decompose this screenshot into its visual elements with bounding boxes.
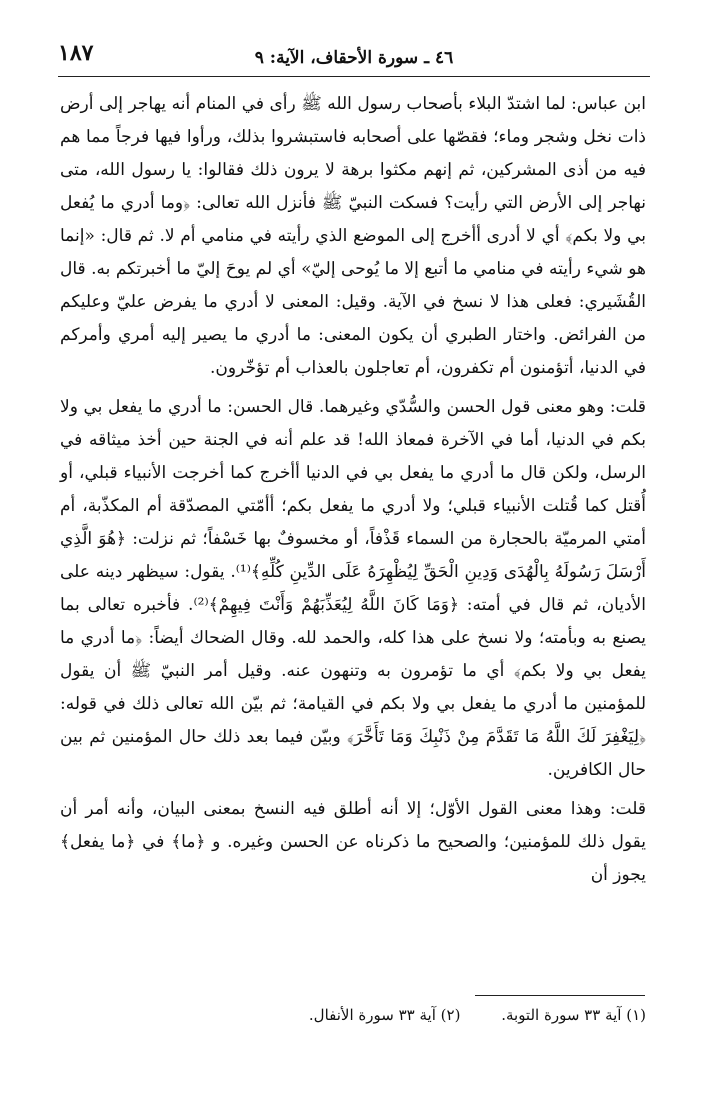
header-rule [58, 76, 650, 77]
footnote-rule [475, 995, 645, 996]
main-text [60, 88, 646, 898]
footnote-1: (١) آية ٣٣ سورة التوبة. [501, 1006, 646, 1024]
paragraph-1: ابن عباس: لما اشتدّ البلاء بأصحاب رسول الله ﷺ رأى في المنام أنه يهاجر إلى أرض ذات نخل وشجر وماء؛ فقصّها على أصحابه فاستبشروا بذلك، ورأوا فيها فرجاً مما هم فيه من أذى المشركين، ثم إنهم مكثوا برهة لا يرون ذلك فقالوا: يا رسول الله، متى نهاجر إلى الأرض التي رأيت؟ فسكت النبيّ ﷺ فأنزل الله تعالى: ﴿وما أدري ما يُفعل بي ولا بكم﴾ أي لا أدرى أأخرج إلى الموضع الذي رأيته في منامي أم لا. ثم قال: «إنما هو شيء رأيته في منامي ما أتبع إلا ما يُوحى إليّ» أي لم يوحَ إليّ ما أخبرتكم به. قال القُشَيري: فعلى هذا لا نسخ في الآية. وقيل: المعنى لا أدري ما يفرض عليّ وعليكم من الفرائض. واختار الطبري أن يكون المعنى: ما أدري ما يصير إليه أمري وأمركم في الدنيا، أتؤمنون أم تكفرون، أم تعاجلون بالعذاب أم تؤخّرون. [60, 94, 646, 378]
footnotes [60, 1003, 646, 1027]
paragraph-3: قلت: وهذا معنى القول الأوّل؛ إلا أنه أطلق فيه النسخ بمعنى البيان، وأنه أمر أن يقول ذلك للمؤمنين؛ والصحيح ما ذكرناه عن الحسن وغيره. و ﴿ما﴾ في ﴿ما يفعل﴾ يجوز أن [60, 799, 646, 885]
page-header [58, 40, 650, 80]
footnote-2: (٢) آية ٣٣ سورة الأنفال. [308, 1006, 461, 1024]
paragraph-2: قلت: وهو معنى قول الحسن والسُّدّي وغيرهما. قال الحسن: ما أدري ما يفعل بي ولا بكم في الدنيا، أما في الآخرة فمعاذ الله! قد علم أنه في الجنة حين أخذ ميثاقه في الرسل، ولكن قال ما أدري ما يفعل بي في الدنيا أأخرج كما أخرجت الأنبياء قبلي، أو أُقتل كما قُتلت الأنبياء قبلي؛ ولا أدري ما يفعل بكم؛ أأمّتي المصدّقة أم المكذّبة، أم أمتي المرميّة بالحجارة من السماء قَذْفاً، أو مخسوفٌ بها خَسْفاً؛ ثم نزلت: ﴿هُوَ الَّذِي أَرْسَلَ رَسُولَهُ بِالْهُدَى وَدِينِ الْحَقِّ لِيُظْهِرَهُ عَلَى الدِّينِ كُلِّهِ﴾⁽¹⁾. يقول: سيظهر دينه على الأديان، ثم قال في أمته: ﴿وَمَا كَانَ اللَّهُ لِيُعَذِّبَهُمْ وَأَنْتَ فِيهِمْ﴾⁽²⁾. فأخبره تعالى بما يصنع به وبأمته؛ ولا نسخ على هذا كله، والحمد لله. وقال الضحاك أيضاً: ﴿ما أدري ما يفعل بي ولا بكم﴾ أي ما تؤمرون به وتنهون عنه. وقيل أمر النبيّ ﷺ أن يقول للمؤمنين ما أدري ما يفعل بي ولا بكم في القيامة؛ ثم بيّن الله تعالى ذلك في قوله: ﴿لِيَغْفِرَ لَكَ اللَّهُ مَا تَقَدَّمَ مِنْ ذَنْبِكَ وَمَا تَأَخَّرَ﴾ وبيّن فيما بعد ذلك حال المؤمنين ثم بين حال الكافرين. [60, 397, 646, 780]
running-title: ٤٦ ـ سورة الأحقاف، الآية: ٩ [254, 48, 454, 68]
page-number: ١٨٧ [58, 40, 94, 66]
